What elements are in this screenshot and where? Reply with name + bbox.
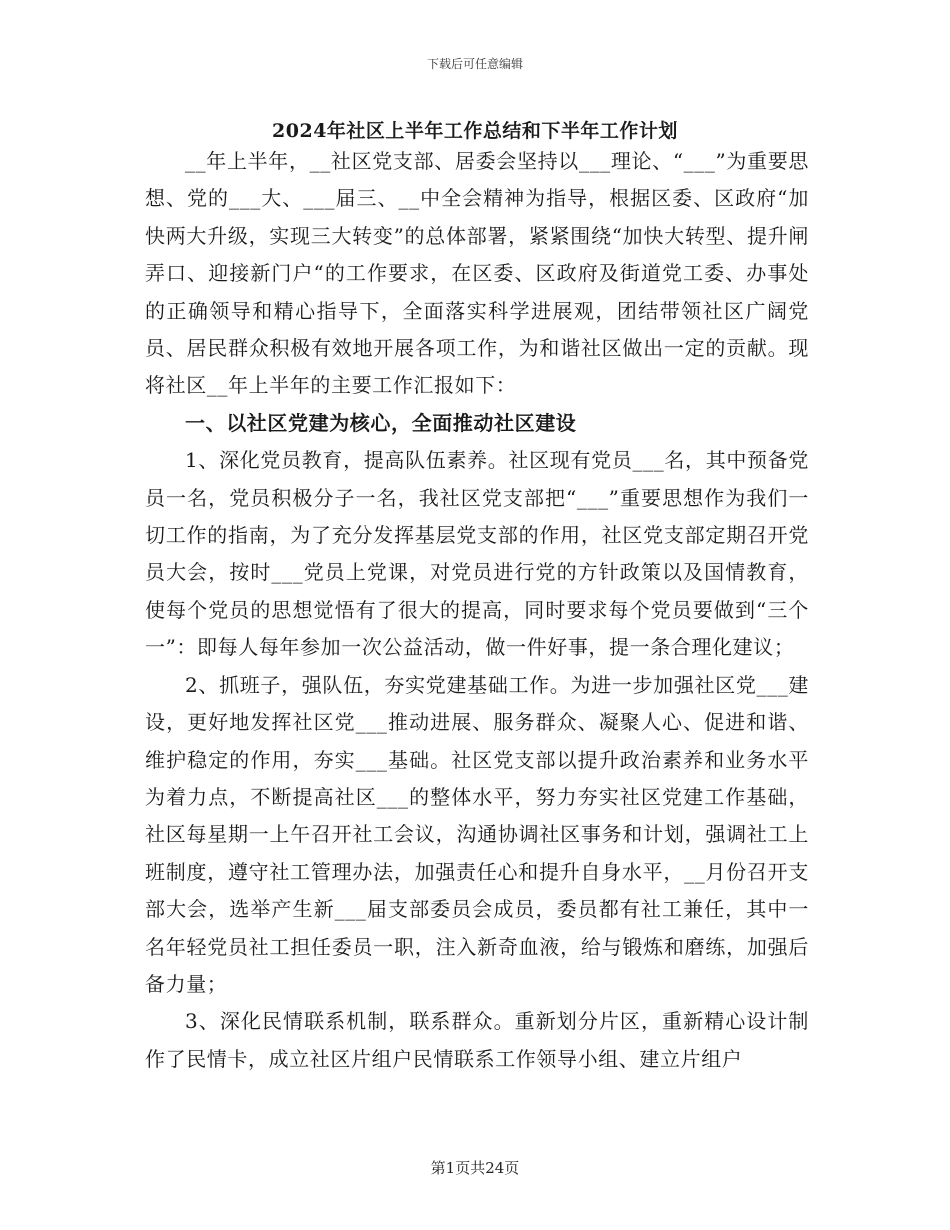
page-footer: 第1页共24页 <box>430 1159 520 1177</box>
section-heading: 一、以社区党建为核心，全面推动社区建设 <box>185 410 577 435</box>
header-note: 下载后可任意编辑 <box>426 57 523 71</box>
document-body <box>145 143 809 1078</box>
body-paragraph-3: 3、深化民情联系机制，联系群众。重新划分片区，重新精心设计制作了民情卡，成立社区片组户民情联系工作领导小组、建立片组户 <box>145 1009 809 1071</box>
body-paragraph-1: 1、深化党员教育，提高队伍素养。社区现有党员___名，其中预备党员一名，党员积极分子一名，我社区党支部把“___”重要思想作为我们一切工作的指南，为了充分发挥基层党支部的作用，社区党支部定期召开党员大会，按时___党员上党课，对党员进行党的方针政策以及国情教育，使每个党员的思想觉悟有了很大的提高，同时要求每个党员要做到“三个一”：即每人每年参加一次公益活动，做一件好事，提一条合理化建议； <box>145 448 809 660</box>
document-title: 2024年社区上半年工作总结和下半年工作计划 <box>272 120 678 142</box>
body-paragraph-2: 2、抓班子，强队伍，夯实党建基础工作。为进一步加强社区党___建设，更好地发挥社区党___推动进展、服务群众、凝聚人心、促进和谐、维护稳定的作用，夯实___基础。社区党支部以提升政治素养和业务水平为着力点，不断提高社区___的整体水平，努力夯实社区党建工作基础，社区每星期一上午召开社工会议，沟通协调社区事务和计划，强调社工上班制度，遵守社工管理办法，加强责任心和提升自身水平，__月份召开支部大会，选举产生新___届支部委员会成员，委员都有社工兼任，其中一名年轻党员社工担任委员一职，注入新奇血液，给与锻炼和磨练，加强后备力量； <box>145 672 809 996</box>
intro-paragraph: __年上半年，__社区党支部、居委会坚持以___理论、“___”为重要思想、党的___大、___届三、__中全会精神为指导，根据区委、区政府“加快两大升级，实现三大转变”的总体部署，紧紧围绕“加快大转型、提升闸弄口、迎接新门户“的工作要求，在区委、区政府及街道党工委、办事处的正确领导和精心指导下，全面落实科学进展观，团结带领社区广阔党员、居民群众积极有效地开展各项工作，为和谐社区做出一定的贡献。现将社区__年上半年的主要工作汇报如下： <box>145 149 809 398</box>
